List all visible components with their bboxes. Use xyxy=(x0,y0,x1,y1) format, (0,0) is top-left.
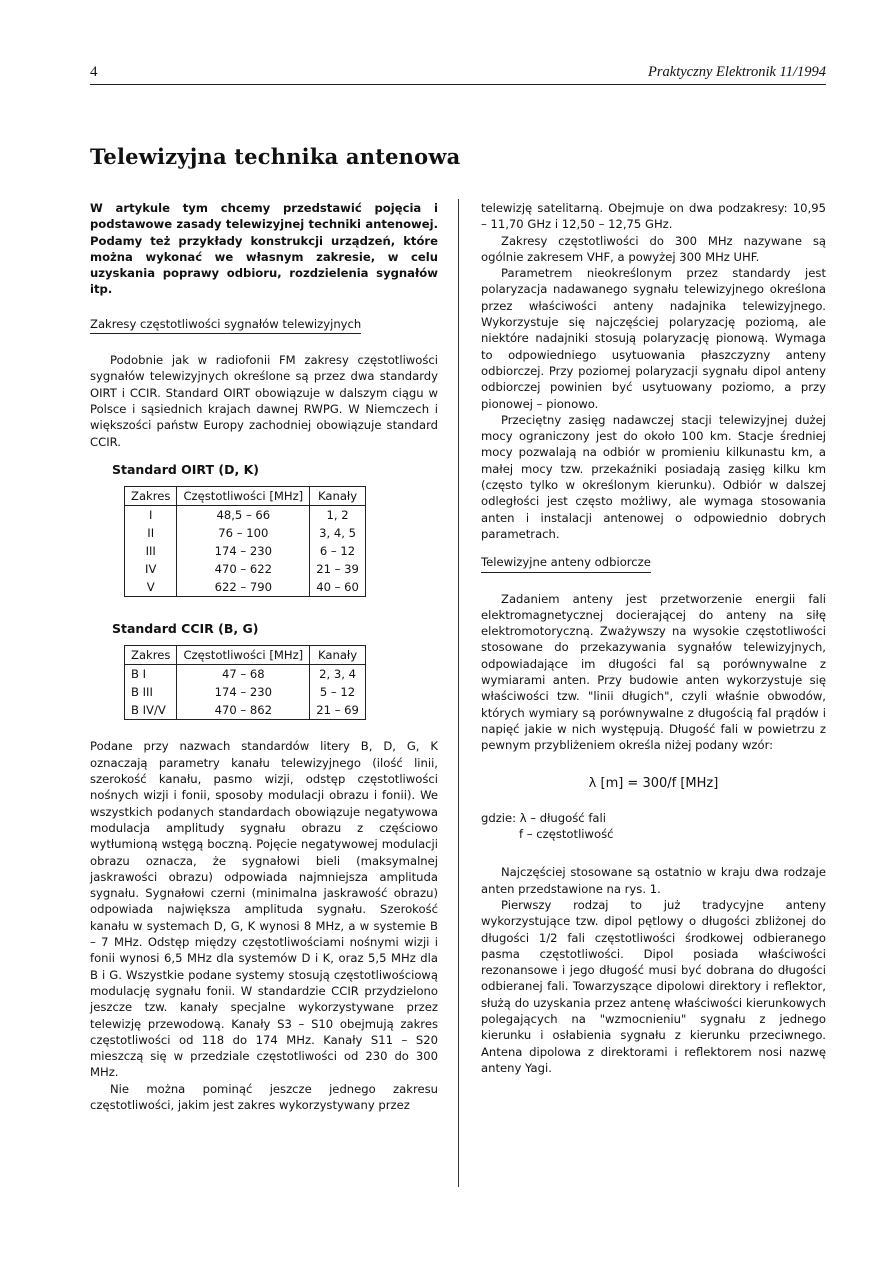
formula-legend-f: f – częstotliwość xyxy=(519,827,614,842)
paragraph: Nie można pominąć jeszcze jednego zakresu częstotliwości, jakim jest zakres wykorzystywany przez xyxy=(90,1081,438,1112)
table-cell: 48,5 – 66 xyxy=(177,506,310,525)
journal-title: Praktyczny Elektronik 11/1994 xyxy=(648,64,826,80)
table-row xyxy=(125,560,366,578)
table-cell: 3, 4, 5 xyxy=(310,524,366,542)
table-cell: 6 – 12 xyxy=(310,542,366,560)
right-column xyxy=(481,200,826,1076)
table-cell: IV xyxy=(125,560,177,578)
table-caption-ccir: Standard CCIR (B, G) xyxy=(112,621,259,637)
left-column xyxy=(90,200,438,1113)
table-row xyxy=(125,683,366,701)
table-cell: I xyxy=(125,506,177,525)
table-caption-oirt: Standard OIRT (D, K) xyxy=(112,461,259,477)
paragraph: Parametrem nieokreślonym przez standardy jest polaryzacja nadawanego sygnału telewizyjnego określona przez właściwości anteny nadajnika telewizyjnego. Wykorzystuje się najczęściej polaryzację poziomą, ale niektóre nadajniki stosują polaryzację pionową. Wymaga to odpowiedniego usytuowania płaszczyzny anteny odbiorczej. Przy poziomej polaryzacji sygnału dipol anteny odbiorczej powinien być usytuowany poziomo, a przy pionowej – pionowo. xyxy=(481,266,826,411)
paragraph: Przeciętny zasięg nadawczej stacji telewizyjnej dużej mocy ograniczony jest do około 100 km. Stacje średniej mocy pozwalają na odbiór w promieniu kilkunastu km, a małej mocy tzw. przekaźniki posiadają zasięg kilku km (często tylko w określonym kierunku). Odbiór w dalszej odległości jest często możliwy, ale wymaga stosowania anten i instalacji antenowej o odpowiednio dobrych parametrach. xyxy=(481,412,826,541)
table-header: Częstotliwości [MHz] xyxy=(177,646,310,665)
table-header: Częstotliwości [MHz] xyxy=(177,487,310,506)
table-cell: 1, 2 xyxy=(310,506,366,525)
table-cell: 622 – 790 xyxy=(177,578,310,597)
table-header: Kanały xyxy=(310,646,366,665)
table-cell: 21 – 39 xyxy=(310,560,366,578)
page-number: 4 xyxy=(90,64,98,80)
paragraph: Najczęściej stosowane są ostatnio w kraju dwa rodzaje anten przedstawione na rys. 1. xyxy=(481,865,826,896)
paragraph: Pierwszy rodzaj to już tradycyjne anteny wykorzystujące tzw. dipol pętlowy o długości zbliżonej do długości 1/2 fali częstotliwości środkowej odbieranego pasma częstotliwości. Dipol posiada właściwości rezonansowe i jego długość musi być dobrana do długości odbieranej fali. Towarzyszące dipolowi direktory i reflektor, służą do uzyskania przez antenę właściwości kierunkowych polegających na "wzmocnieniu" sygnału z jednego kierunku i osłabienia sygnału z kierunku przeciwnego. Antena dipolowa z direktorami i reflektorem nosi nazwę anteny Yagi. xyxy=(481,897,826,1075)
table-header: Zakres xyxy=(125,487,177,506)
table-cell: 470 – 862 xyxy=(177,701,310,720)
article-title: Telewizyjna technika antenowa xyxy=(90,144,461,169)
table-cell: 5 – 12 xyxy=(310,683,366,701)
table-row xyxy=(125,665,366,684)
wavelength-formula: λ [m] = 300/f [MHz] xyxy=(588,775,719,791)
table-row xyxy=(125,578,366,597)
table-cell: 2, 3, 4 xyxy=(310,665,366,684)
table-cell: B III xyxy=(125,683,177,701)
paragraph: telewizję satelitarną. Obejmuje on dwa podzakresy: 10,95 – 11,70 GHz i 12,50 – 12,75 GHz. xyxy=(481,201,826,232)
table-cell: III xyxy=(125,542,177,560)
paragraph: Zadaniem anteny jest przetworzenie energii fali elektromagnetycznej docierającej do anteny na siłę elektromotoryczną. Zważywszy na wysokie częstotliwości stosowane do przekazywania sygnałów telewizyjnych, odpowiadające im długości fal są porównywalne z wymiarami anten. Przy budowie anten wykorzystuje się właściwości tzw. "linii długich", czyli właśnie obwodów, których wymiary są porównywalne z długością fal prądów i napięć jakie w nich występują. Długość fali w powietrzu z pewnym przybliżeniem określa niżej podany wzór: xyxy=(481,591,826,753)
paragraph: Podane przy nazwach standardów litery B, D, G, K oznaczają parametry kanału telewizyjnego (ilość linii, szerokość kanału, pasmo wizji, odstęp częstotliwości nośnych wizji i fonii, sposoby modulacji obrazu i fonii). We wszystkich podanych standardach obowiązuje negatywowa modulacja amplitudy sygnału obrazu z częściowo wytłumioną wstęgą boczną. Pojęcie negatywowej modulacji obrazu oznacza, że sygnałowi bieli (maksymalnej jaskrawości obrazu) odpowiada najmniejsza amplituda sygnału. Sygnałowi czerni (minimalna jaskrawość obrazu) odpowiada największa amplituda sygnału. Szerokość kanału w systemach D, G, K wynosi 8 MHz, a w systemie B – 7 MHz. Odstęp między częstotliwościami nośnymi wizji i fonii wynosi 6,5 MHz dla systemów D i K, oraz 5,5 MHz dla B i G. Wszystkie podane systemy stosują częstotliwościową modulację sygnału fonii. W standardzie CCIR przydzielono jeszcze tzw. kanały specjalne wykorzystywane przez telewizję przewodową. Kanały S3 – S10 obejmują zakres częstotliwości od 118 do 174 MHz. Kanały S11 – S20 mieszczą się w przedziale częstotliwości od 230 do 300 MHz. xyxy=(90,739,438,1080)
table-cell: B IV/V xyxy=(125,701,177,720)
table-header: Zakres xyxy=(125,646,177,665)
paragraph: Zakresy częstotliwości do 300 MHz nazywane są ogólnie zakresem VHF, a powyżej 300 MHz UHF. xyxy=(481,233,826,264)
table-cell: 40 – 60 xyxy=(310,578,366,597)
table-cell: 21 – 69 xyxy=(310,701,366,720)
table-row xyxy=(125,701,366,720)
table-cell: B I xyxy=(125,665,177,684)
table-header: Kanały xyxy=(310,487,366,506)
oirt-table xyxy=(124,486,366,597)
running-header xyxy=(90,64,826,85)
table-cell: 174 – 230 xyxy=(177,542,310,560)
table-row xyxy=(125,524,366,542)
lead-paragraph: W artykule tym chcemy przedstawić pojęcia i podstawowe zasady telewizyjnej techniki antenowej. Podamy też przykłady konstrukcji urządzeń, które można wykonać we własnym zakresie, w celu uzyskania poprawy odbioru, rozdzielenia sygnałów itp. xyxy=(90,201,438,297)
formula-legend-lambda: gdzie: λ – długość fali xyxy=(481,810,606,825)
table-cell: 76 – 100 xyxy=(177,524,310,542)
section-heading-frequencies: Zakresy częstotliwości sygnałów telewizyjnych xyxy=(90,316,361,334)
table-row xyxy=(125,542,366,560)
paragraph: Podobnie jak w radiofonii FM zakresy częstotliwości sygnałów telewizyjnych określone są przez dwa standardy OIRT i CCIR. Standard OIRT obowiązuje w dalszym ciągu w Polsce i sąsiednich krajach dawnej RWPG. W Niemczech i większości państw Europy zachodniej obowiązuje standard CCIR. xyxy=(90,353,438,449)
table-cell: V xyxy=(125,578,177,597)
table-cell: 470 – 622 xyxy=(177,560,310,578)
table-cell: II xyxy=(125,524,177,542)
section-heading-antennas: Telewizyjne anteny odbiorcze xyxy=(481,554,651,572)
column-divider xyxy=(458,199,459,1187)
table-row xyxy=(125,506,366,525)
table-cell: 47 – 68 xyxy=(177,665,310,684)
ccir-table xyxy=(124,645,366,720)
table-cell: 174 – 230 xyxy=(177,683,310,701)
